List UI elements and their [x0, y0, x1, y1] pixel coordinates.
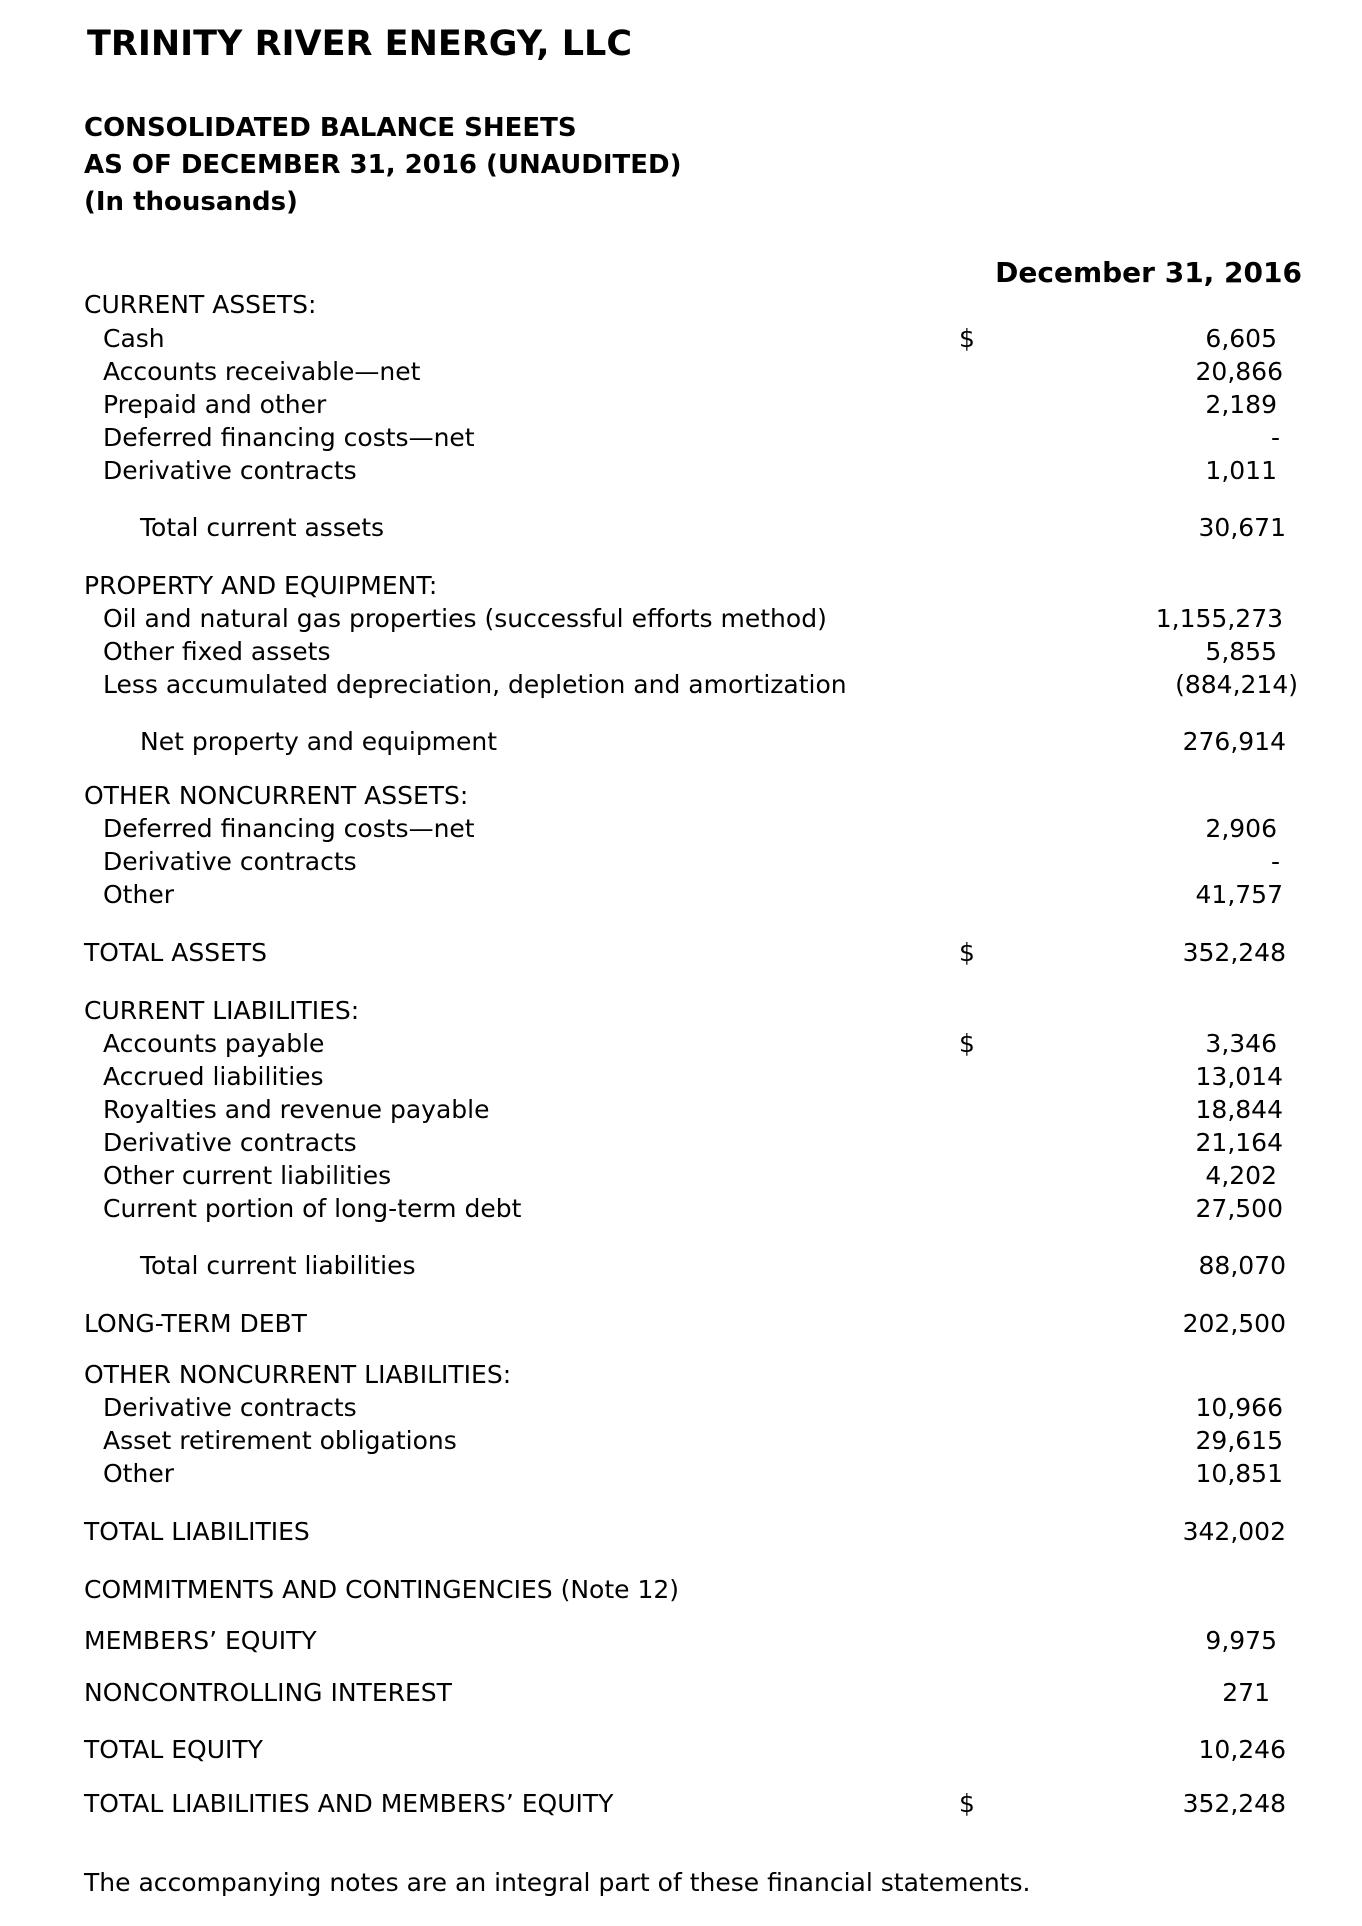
row-value: 271: [1222, 1678, 1270, 1707]
row-label: TOTAL EQUITY: [84, 1735, 263, 1764]
row-label: Derivative contracts: [103, 847, 357, 876]
row-label: Royalties and revenue payable: [103, 1095, 490, 1124]
table-row: [0, 878, 1362, 912]
table-row: [0, 454, 1362, 488]
currency-symbol: $: [959, 1029, 975, 1058]
currency-symbol: $: [959, 1789, 975, 1818]
row-value: 1,155,273: [1155, 604, 1283, 633]
section-heading-label: OTHER NONCURRENT ASSETS:: [84, 781, 469, 810]
table-row: [0, 1159, 1362, 1193]
row-value: 5,855: [1205, 637, 1277, 666]
row-label: Derivative contracts: [103, 1393, 357, 1422]
row-label: LONG-TERM DEBT: [84, 1309, 307, 1338]
row-label: Deferred financing costs—net: [103, 423, 475, 452]
subtotal-row: [0, 725, 1362, 759]
row-value: 202,500: [1182, 1309, 1286, 1338]
table-row: [0, 322, 1362, 356]
row-label: Derivative contracts: [103, 456, 357, 485]
row-value: 342,002: [1182, 1517, 1286, 1546]
table-row: [0, 1093, 1362, 1127]
row-value: 41,757: [1195, 880, 1283, 909]
row-value: 88,070: [1198, 1251, 1286, 1280]
row-label: Other: [103, 1459, 174, 1488]
row-label: COMMITMENTS AND CONTINGENCIES (Note 12): [84, 1575, 680, 1604]
company-title: TRINITY RIVER ENERGY, LLC: [87, 24, 633, 64]
table-row: [0, 812, 1362, 846]
row-label: Asset retirement obligations: [103, 1426, 457, 1455]
currency-symbol: $: [959, 324, 975, 353]
section-heading: [0, 779, 1362, 813]
column-header: December 31, 2016: [995, 256, 1302, 289]
row-label: Accounts receivable—net: [103, 357, 421, 386]
row-label: Prepaid and other: [103, 390, 327, 419]
table-row: [0, 421, 1362, 455]
row-label: Other: [103, 880, 174, 909]
section-heading: [0, 1358, 1362, 1392]
row-label: Accounts payable: [103, 1029, 325, 1058]
total-row: [0, 1733, 1362, 1767]
table-row: [0, 602, 1362, 636]
row-value: -: [1270, 423, 1280, 452]
row-label: MEMBERS’ EQUITY: [84, 1626, 317, 1655]
row-label: Current portion of long-term debt: [103, 1194, 522, 1223]
row-label: Other current liabilities: [103, 1161, 392, 1190]
row-label: Net property and equipment: [140, 727, 498, 756]
row-value: 21,164: [1195, 1128, 1283, 1157]
subtotal-row: [0, 511, 1362, 545]
table-row: [0, 1126, 1362, 1160]
row-value: 4,202: [1205, 1161, 1277, 1190]
row-value: 29,615: [1195, 1426, 1283, 1455]
row-value: 10,246: [1198, 1735, 1286, 1764]
table-row: [0, 1391, 1362, 1425]
section-heading: [0, 569, 1362, 603]
subtotal-row: [0, 1249, 1362, 1283]
table-row: [0, 1457, 1362, 1491]
row-label: TOTAL LIABILITIES: [84, 1517, 310, 1546]
footnote: The accompanying notes are an integral part of these financial statements.: [84, 1868, 1031, 1897]
total-row: [0, 1787, 1362, 1821]
row-value: 18,844: [1195, 1095, 1283, 1124]
table-row: [0, 1192, 1362, 1226]
table-row: [0, 1676, 1362, 1710]
row-label: Total current assets: [140, 513, 385, 542]
row-value: 352,248: [1182, 1789, 1286, 1818]
row-label: Less accumulated depreciation, depletion and amortization: [103, 670, 847, 699]
row-label: Deferred financing costs—net: [103, 814, 475, 843]
table-row: [0, 668, 1362, 702]
table-row: [0, 1027, 1362, 1061]
row-value: -: [1270, 847, 1280, 876]
units-note: (In thousands): [84, 187, 298, 217]
as-of-date: AS OF DECEMBER 31, 2016 (UNAUDITED): [84, 150, 682, 180]
row-value: 20,866: [1195, 357, 1283, 386]
commitments-row: [0, 1573, 1362, 1607]
row-value: 13,014: [1195, 1062, 1283, 1091]
row-value: 1,011: [1205, 456, 1277, 485]
table-row: [0, 1424, 1362, 1458]
row-value: 2,906: [1205, 814, 1277, 843]
table-row: [0, 1624, 1362, 1658]
row-value: 9,975: [1205, 1626, 1277, 1655]
row-label: Derivative contracts: [103, 1128, 357, 1157]
row-label: Other fixed assets: [103, 637, 331, 666]
row-value: 3,346: [1205, 1029, 1277, 1058]
total-row: [0, 1307, 1362, 1341]
section-heading: [0, 994, 1362, 1028]
statement-title: CONSOLIDATED BALANCE SHEETS: [84, 113, 577, 143]
row-label: TOTAL ASSETS: [84, 938, 268, 967]
row-value: 352,248: [1182, 938, 1286, 967]
table-row: [0, 355, 1362, 389]
section-heading-label: OTHER NONCURRENT LIABILITIES:: [84, 1360, 512, 1389]
table-row: [0, 1060, 1362, 1094]
row-value: 2,189: [1205, 390, 1277, 419]
section-heading-label: CURRENT LIABILITIES:: [84, 996, 360, 1025]
row-value: 6,605: [1205, 324, 1277, 353]
row-value: 276,914: [1182, 727, 1286, 756]
total-row: [0, 936, 1362, 970]
table-row: [0, 845, 1362, 879]
section-heading-label: PROPERTY AND EQUIPMENT:: [84, 571, 438, 600]
row-value: (884,214): [1175, 670, 1298, 699]
row-value: 27,500: [1195, 1194, 1283, 1223]
row-value: 10,851: [1195, 1459, 1283, 1488]
row-label: Cash: [103, 324, 165, 353]
table-row: [0, 635, 1362, 669]
section-heading: [0, 288, 1362, 322]
row-label: NONCONTROLLING INTEREST: [84, 1678, 452, 1707]
total-row: [0, 1515, 1362, 1549]
row-value: 10,966: [1195, 1393, 1283, 1422]
row-label: TOTAL LIABILITIES AND MEMBERS’ EQUITY: [84, 1789, 614, 1818]
currency-symbol: $: [959, 938, 975, 967]
table-row: [0, 388, 1362, 422]
row-label: Accrued liabilities: [103, 1062, 324, 1091]
row-label: Oil and natural gas properties (successful efforts method): [103, 604, 827, 633]
row-value: 30,671: [1198, 513, 1286, 542]
row-label: Total current liabilities: [140, 1251, 416, 1280]
section-heading-label: CURRENT ASSETS:: [84, 290, 317, 319]
